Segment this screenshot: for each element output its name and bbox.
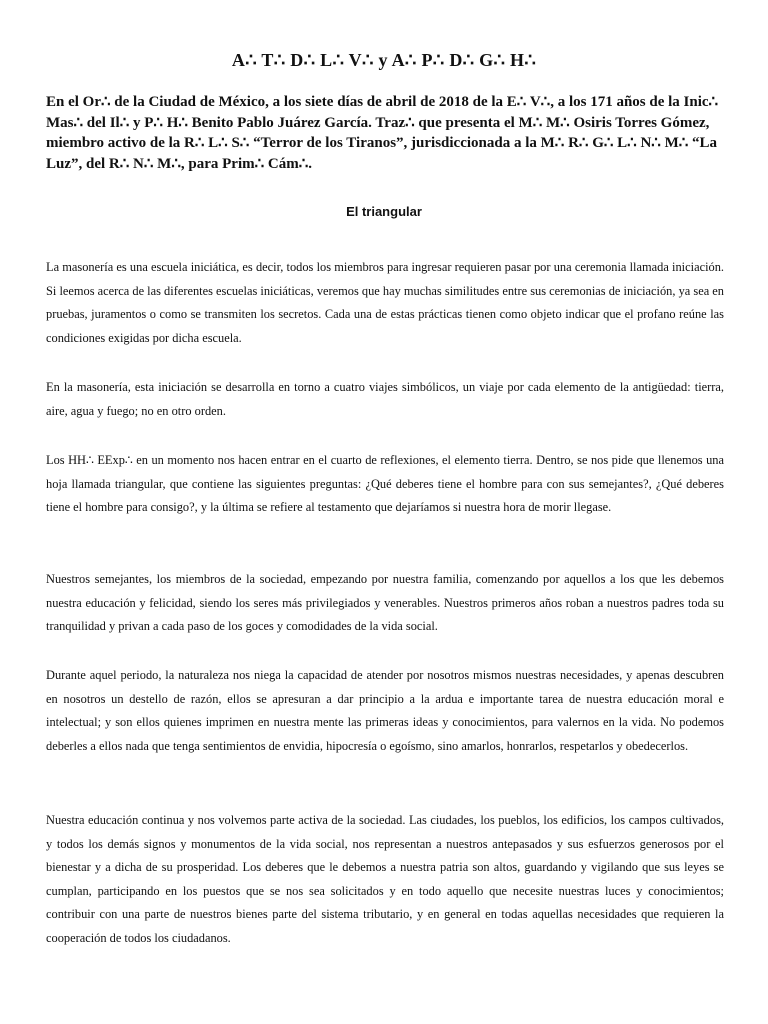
document-intro: En el Or∴ de la Ciudad de México, a los siete días de abril de 2018 de la E∴ V∴, a los 171 años de la Inic∴ Mas∴ del Il∴ y P∴ H∴ Benito Pablo Juárez García. Traz∴ que presenta el M∴ M∴ Osiris Torres Gómez, miembro activo de la R∴ L∴ S∴ “Terror de los Tiranos”, jurisdiccionada a la M∴ R∴ G∴ L∴ N∴ M∴ “La Luz”, del R∴ N∴ M∴, para Prim∴ Cám∴.: [46, 94, 719, 172]
paragraph: En la masonería, esta iniciación se desarrolla en torno a cuatro viajes simbólicos, un viaje por cada elemento de la antigüedad: tierra, aire, agua y fuego; no en otro orden.: [46, 380, 724, 418]
paragraph: Nuestra educación continua y nos volvemos parte activa de la sociedad. Las ciudades, los pueblos, los edificios, los campos cultivados, y todos los demás signos y monumentos de la vida social, nos representan a nuestros antepasados y sus esfuerzos generosos por el bienestar y a dicha de su prosperidad. Los deberes que le debemos a nuestra patria son altos, guardando y vigilando que sus leyes se cumplan, participando en los puestos que se nos sea solicitados y en todo aquello que necesite nuestras luces y conocimientos; contribuir con una parte de nuestros bienes parte del sistema tributario, y en general en todas aquellas necesidades que requieren la cooperación de todos los ciudadanos.: [46, 813, 724, 945]
paragraph: Los HH∴ EExp∴ en un momento nos hacen entrar en el cuarto de reflexiones, el elemento tierra. Dentro, se nos pide que llenemos una hoja llamada triangular, que contiene las siguientes preguntas: ¿Qué deberes tiene el hombre para con sus semejantes?, ¿Qué deberes tiene el hombre para consigo?, y la última se refiere al testamento que dejaríamos si nuestra hora de morir llegase.: [46, 453, 724, 515]
document-title: A∴ T∴ D∴ L∴ V∴ y A∴ P∴ D∴ G∴ H∴: [231, 50, 537, 70]
paragraph: La masonería es una escuela iniciática, es decir, todos los miembros para ingresar requieren pasar por una ceremonia llamada iniciación. Si leemos acerca de las diferentes escuelas iniciáticas, veremos que hay muchas similitudes entre sus ceremonias de iniciación, ya sea en pruebas, juramentos o como se transmiten los secretos. Cada una de estas prácticas tienen como objeto indicar que el profano reúne las condiciones exigidas por dicha escuela.: [46, 260, 724, 345]
paragraph: Durante aquel periodo, la naturaleza nos niega la capacidad de atender por nosotros mismos nuestras necesidades, y apenas descubren en nosotros un destello de razón, ellos se apresuran a dar principio a la ardua e importante tarea de nuestra educación moral e intelectual; y son ellos quienes imprimen en nuestra mente las primeras ideas y conocimientos, para valernos en la vida. No podemos deberles a ellos nada que tenga sentimientos de envidia, hipocresía o egoísmo, sino amarlos, honrarlos, respetarlos y obedecerlos.: [46, 668, 724, 753]
paragraph: Nuestros semejantes, los miembros de la sociedad, empezando por nuestra familia, comenzando por aquellos a los que les debemos nuestra educación y felicidad, siendo los seres más privilegiados y venerables. Nuestros primeros años roban a nuestros padres toda su tranquilidad y privan a cada paso de los goces y comodidades de la vida social.: [46, 572, 724, 634]
section-subtitle: El triangular: [346, 204, 422, 219]
